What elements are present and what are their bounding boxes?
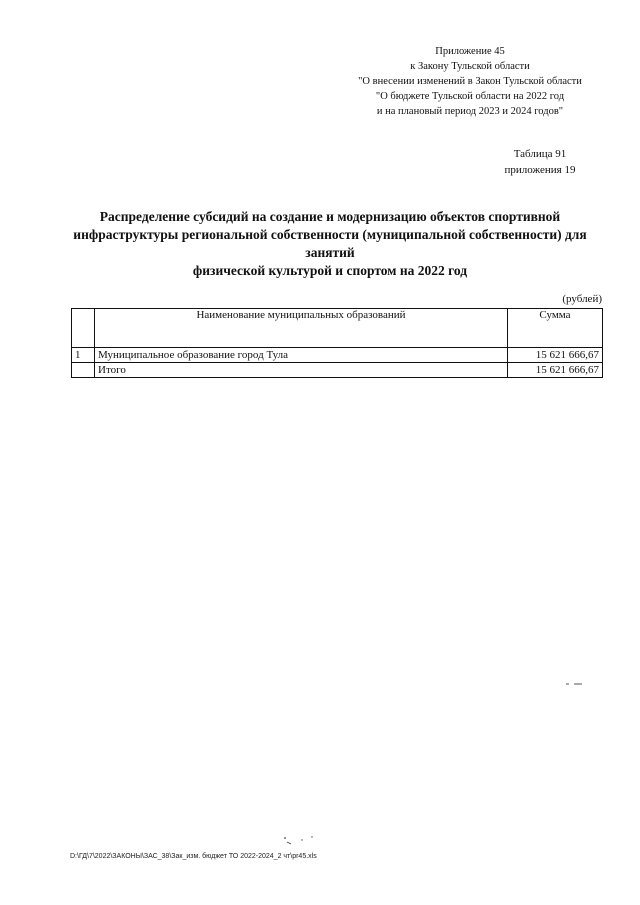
row-municipality: Муниципальное образование город Тула	[95, 348, 508, 363]
units-label: (рублей)	[562, 293, 602, 305]
total-number	[72, 363, 95, 378]
appendix-line-1: Приложение 45	[435, 46, 505, 57]
row-sum: 15 621 666,67	[508, 348, 603, 363]
header-sum: Сумма	[508, 309, 603, 348]
appendix-line-2: к Закону Тульской области	[410, 61, 530, 72]
appendix-reference	[330, 44, 610, 119]
header-number	[72, 309, 95, 348]
total-sum: 15 621 666,67	[508, 363, 603, 378]
table-ref-line-1: Таблица 91	[513, 148, 567, 160]
table-ref-line-2: приложения 19	[504, 164, 576, 176]
scan-speck-right	[565, 681, 585, 687]
title-line-1: Распределение субсидий на создание и модернизацию объектов спортивной	[99, 209, 561, 224]
file-path-footer: D:\ГД\7\2022\ЗАКОНЫ\ЗАС_38\Зак_изм. бюджет ТО 2022-2024_2 чт\pr45.xls	[70, 853, 317, 860]
table-header-row	[72, 309, 603, 348]
document-title	[60, 208, 600, 280]
title-line-2: инфраструктуры региональной собственности (муниципальной собственности) для занятий	[73, 227, 587, 260]
table-row	[72, 348, 603, 363]
appendix-line-5: и на плановый период 2023 и 2024 годов"	[376, 106, 564, 117]
total-label: Итого	[95, 363, 508, 378]
table-total-row	[72, 363, 603, 378]
scan-speck-bottom	[282, 834, 322, 848]
row-number: 1	[72, 348, 95, 363]
header-municipality: Наименование муниципальных образований	[95, 309, 508, 348]
title-line-3: физической культурой и спортом на 2022 год	[192, 263, 468, 278]
subsidy-table	[71, 308, 603, 378]
table-reference	[490, 146, 590, 178]
appendix-line-3: "О внесении изменений в Закон Тульской области	[358, 76, 582, 87]
appendix-line-4: "О бюджете Тульской области на 2022 год	[375, 91, 565, 102]
